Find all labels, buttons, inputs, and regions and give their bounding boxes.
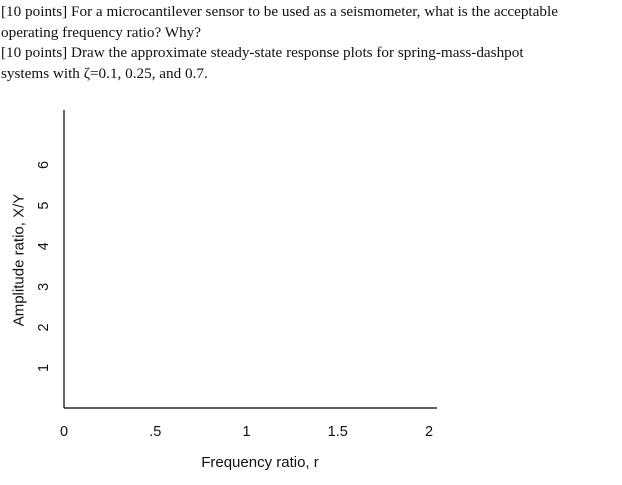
x-axis-label: Frequency ratio, r: [201, 454, 319, 471]
y-tick-label: 6: [36, 160, 52, 170]
y-tick-label: 5: [36, 201, 52, 210]
x-tick-label: .5: [149, 424, 162, 440]
x-tick-labels: [60, 424, 433, 440]
y-tick-label: 2: [36, 323, 52, 332]
y-tick-label: 4: [36, 242, 52, 251]
x-tick-label: 0: [59, 424, 69, 440]
y-tick-labels: [36, 161, 52, 372]
x-tick-label: 1.5: [327, 424, 348, 440]
x-tick-label: 2: [424, 424, 434, 440]
x-tick-label: 1: [242, 424, 251, 440]
question-line: [10 points] For a microcantilever sensor to be used as a seismometer, what is the acceptable: [1, 3, 558, 20]
y-tick-label: 1: [36, 363, 52, 373]
question-line: [10 points] Draw the approximate steady-state response plots for spring-mass-dashpot: [1, 44, 524, 61]
question-line: systems with ζ=0.1, 0.25, and 0.7.: [1, 64, 208, 82]
y-tick-label: 3: [36, 282, 52, 291]
question-line: operating frequency ratio? Why?: [1, 23, 202, 41]
y-axis-label: Amplitude ratio, X/Y: [10, 193, 28, 327]
